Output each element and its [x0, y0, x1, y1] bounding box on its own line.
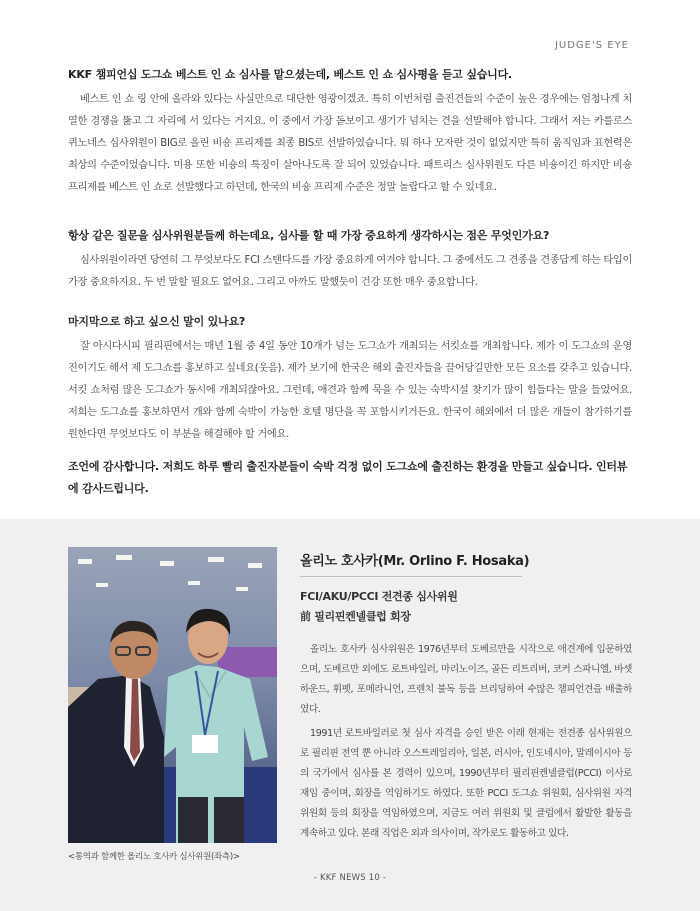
judge-name: 올리노 호사카(Mr. Orlino F. Hosaka)	[300, 554, 530, 569]
judge-photo	[68, 547, 277, 843]
question-3: 마지막으로 하고 싶으신 말이 있나요?	[68, 315, 246, 328]
qa-block-3	[68, 314, 632, 446]
judge-title-1: FCI/AKU/PCCI 전견종 심사위원	[300, 590, 458, 603]
divider	[300, 576, 522, 577]
answer-3: 잘 아시다시피 필리핀에서는 매년 1월 중 4일 동안 10개가 넘는 도그쇼가 개최되는 서킷쇼를 개최합니다. 제가 이 도그쇼의 운영진이기도 해서 제 도그쇼를 홍보하고 싶네요(웃음). 제가 보기에 한국은 해외 출진자들을 끌어당길만한 모든 요소를 갖추고 있습니다. 서킷 쇼처럼 많은 도그쇼가 동시에 개최되잖아요. 그런데, 애견과 함께 묵을 수 있는 숙박시설 찾기가 많이 힘들다는 말을 들었어요. 저희는 도그쇼를 홍보하면서 개와 함께 숙박이 가능한 호텔 명단을 꼭 포함시키거든요. 한국이 해외에서 더 많은 개들이 참가하기를 원한다면 무엇보다도 이 부분을 해결해야 할 거에요.	[68, 341, 632, 440]
question-2: 항상 같은 질문을 심사위원분들께 하는데요, 심사를 할 때 가장 중요하게 생각하시는 점은 무엇인가요?	[68, 229, 550, 242]
judge-title-2: 前 필리핀켄넬클럽 회장	[300, 610, 411, 623]
answer-1: 베스트 인 쇼 링 안에 올라와 있다는 사실만으로 대단한 영광이겠죠. 특히 이번처럼 출진견들의 수준이 높은 경우에는 엄청나게 치열한 경쟁을 뚫고 그 자리에 서 있다는 거지요. 이 중에서 가장 돋보이고 생기가 넘치는 견을 선발해야 합니다. 그래서 저는 카를로스 퀴노네스 심사위원이 BIG로 올린 비숑 프리제를 최종 BIS로 선발하였습니다. 뭐 하나 모자란 것이 없었지만 특히 움직임과 표현력은 최상의 수준이었습니다. 미용 또한 비숑의 특징이 살아나도록 잘 되어 있었습니다. 패트리스 심사위원도 다른 비숑이긴 하지만 비숑프리제를 베스트 인 쇼로 선발했다고 하던데, 한국의 비숑 프리제 수준은 정말 놀랍다고 할 수 있네요.	[68, 94, 632, 193]
bio-paragraph-1: 올리노 호사카 심사위원은 1976년부터 도베르만을 시작으로 애견계에 입문하였으며, 도베르만 외에도 로트바일러, 마리노이즈, 골든 리트리버, 코커 스파니엘, 바셋 하운드, 휘펫, 포메라니언, 프렌치 불독 등을 브리딩하여 수많은 챔피언견을 배출하였다.	[300, 644, 632, 715]
answer-2: 심사위원이라면 당연히 그 무엇보다도 FCI 스탠다드를 가장 중요하게 여겨야 합니다. 그 중에서도 그 견종을 견종답게 하는 타입이 가장 중요하지요. 두 번 말할 필요도 없어요. 그리고 아까도 말했듯이 건강 또한 매우 중요합니다.	[68, 255, 632, 288]
photo-caption: <통역과 함께한 올리노 호사카 심사위원(좌측)>	[68, 852, 240, 862]
bio-paragraph-2: 1991년 로트바일러로 첫 심사 자격을 승인 받은 이래 현재는 전견종 심사위원으로 필리핀 전역 뿐 아니라 오스트레일리아, 일본, 러시아, 인도네시아, 말레이시아 등의 국가에서 심사를 본 경력이 있으며, 1990년부터 필리핀켄넬클럽(PCCI) 이사로 재임 중이며, 회장을 역임하기도 하였다. 또한 PCCI 도그쇼 위원회, 심사위원 자격 위원회 등의 회장을 역임하였으며, 지금도 여러 위원회 및 클럽에서 활발한 활동을 계속하고 있다. 본래 직업은 외과 의사이며, 작가로도 활동하고 있다.	[300, 728, 632, 839]
qa-block-1	[68, 67, 632, 199]
question-1: KKF 챔피언십 도그쇼 베스트 인 쇼 심사를 맡으셨는데, 베스트 인 쇼 심사평을 듣고 싶습니다.	[68, 68, 513, 81]
section-label: JUDGE'S EYE	[554, 40, 629, 51]
page-footer: - KKF NEWS 10 -	[313, 873, 387, 883]
closing-remark: 조언에 감사합니다. 저희도 하루 빨리 출진자분들이 숙박 걱정 없이 도그쇼에 출진하는 환경을 만들고 싶습니다. 인터뷰에 감사드립니다.	[68, 460, 628, 495]
qa-block-2	[68, 228, 632, 294]
